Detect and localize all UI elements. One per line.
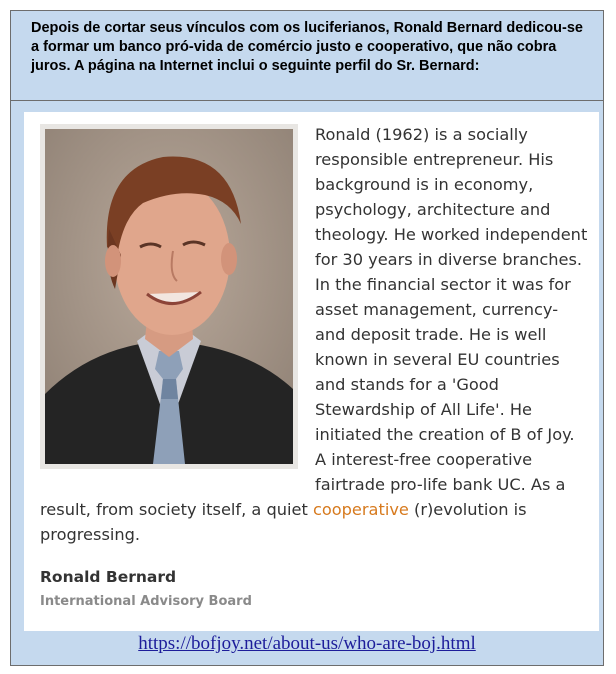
bio-end: (r)evolution is progressing. bbox=[40, 500, 527, 544]
source-url-link[interactable]: https://bofjoy.net/about-us/who-are-boj.html bbox=[138, 633, 476, 654]
profile-role: International Advisory Board bbox=[40, 594, 252, 609]
bio-text: Ronald (1962) is a socially responsible entrepreneur. His background is in economy, psychology, architecture and theology. He worked independent for 30 years in diverse branches. In the financial sector it was for asset management, currency- and deposit trade. He is well known in several EU countries and stands for a 'Good Stewardship of All Life'. He initiated the creation of B of Joy. A interest-free cooperative fairtrade pro-life bank UC. As a result, from society itself, a quiet bbox=[40, 125, 588, 519]
quote-frame bbox=[10, 10, 604, 666]
cooperative-link[interactable]: cooperative bbox=[312, 500, 409, 519]
bio-paragraph bbox=[40, 122, 588, 547]
profile-card bbox=[24, 112, 599, 631]
profile-name: Ronald Bernard bbox=[40, 568, 177, 586]
intro-text: Depois de cortar seus vínculos com os luciferianos, Ronald Bernard dedicou-se a formar um banco pró-vida de comércio justo e cooperativo, que não cobra juros. A página na Internet inclui o seguinte perfil do Sr. Bernard: bbox=[11, 11, 603, 101]
